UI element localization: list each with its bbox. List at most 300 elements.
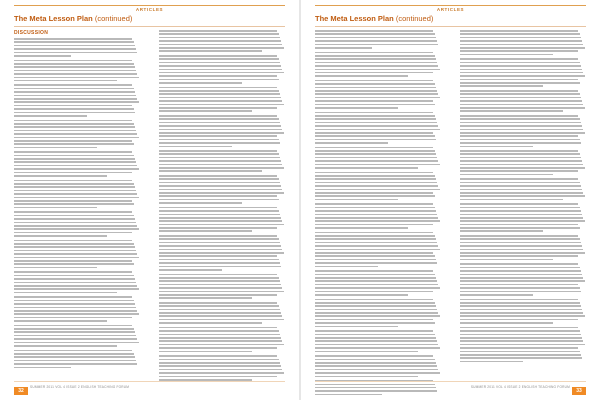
text-line: [460, 252, 585, 254]
text-line: [315, 129, 440, 131]
text-line: [315, 252, 433, 254]
text-line: [460, 33, 580, 35]
text-paragraph: [159, 55, 285, 84]
text-line: [460, 347, 578, 349]
text-line: [460, 284, 578, 286]
text-line: [159, 87, 277, 89]
text-line: [460, 287, 580, 289]
text-line: [159, 337, 281, 339]
text-line: [460, 337, 582, 339]
text-line: [159, 199, 279, 201]
text-line: [159, 259, 279, 261]
text-paragraph: [315, 52, 441, 77]
text-line: [315, 305, 436, 307]
text-line: [159, 238, 279, 240]
text-line: [14, 300, 134, 302]
text-line: [315, 334, 435, 336]
text-line: [14, 303, 135, 305]
text-paragraph: [14, 60, 140, 82]
left-footer-text: SUMMER 2011 VOL 4 ISSUE 2 ENGLISH TEACHING FORUM: [30, 385, 130, 389]
text-line: [159, 150, 277, 152]
text-line: [14, 307, 136, 309]
text-line: [159, 33, 279, 35]
text-line: [460, 274, 582, 276]
text-line: [14, 52, 137, 54]
text-line: [315, 104, 435, 106]
text-line: [14, 70, 136, 72]
text-line: [315, 347, 440, 349]
text-line: [460, 185, 581, 187]
text-line: [315, 65, 438, 67]
text-line: [14, 84, 132, 86]
text-line: [315, 287, 440, 289]
text-line: [159, 274, 277, 276]
text-line: [460, 361, 523, 363]
text-line: [315, 97, 440, 99]
text-line: [14, 190, 136, 192]
text-line: [460, 167, 585, 169]
text-line: [460, 230, 543, 232]
text-line: [315, 291, 433, 293]
text-line: [315, 189, 440, 191]
text-line: [159, 277, 279, 279]
left-page-number: 32: [14, 387, 28, 395]
text-paragraph: [460, 150, 586, 175]
text-paragraph: [159, 150, 285, 172]
left-title-rule: [14, 26, 285, 27]
text-line: [159, 217, 281, 219]
text-line: [315, 115, 435, 117]
text-line: [460, 224, 578, 226]
text-line: [460, 62, 580, 64]
text-line: [315, 203, 433, 205]
text-line: [460, 270, 581, 272]
text-line: [460, 115, 578, 117]
text-line: [460, 312, 583, 314]
text-line: [159, 242, 280, 244]
right-section-label: ARTICLES: [436, 7, 465, 12]
text-line: [14, 165, 137, 167]
text-line: [460, 40, 582, 42]
text-line: [315, 55, 435, 57]
text-line: [460, 75, 585, 77]
text-line: [315, 224, 433, 226]
text-line: [159, 327, 277, 329]
text-line: [159, 115, 277, 117]
left-column-1: [14, 30, 140, 371]
text-line: [159, 146, 232, 148]
text-line: [159, 55, 277, 57]
text-line: [159, 122, 280, 124]
text-line: [14, 228, 139, 230]
text-line: [315, 150, 435, 152]
text-line: [159, 269, 222, 271]
text-line: [159, 235, 277, 237]
text-paragraph: [460, 30, 586, 55]
text-line: [14, 288, 139, 290]
text-paragraph: [14, 120, 140, 149]
text-line: [159, 90, 279, 92]
text-line: [315, 160, 438, 162]
text-line: [315, 384, 435, 386]
text-line: [159, 319, 284, 321]
text-line: [315, 284, 438, 286]
text-line: [460, 245, 582, 247]
text-line: [460, 189, 582, 191]
text-line: [14, 183, 134, 185]
text-line: [315, 369, 438, 371]
text-line: [14, 55, 71, 57]
text-line: [460, 227, 580, 229]
text-line: [159, 142, 280, 144]
text-line: [460, 277, 583, 279]
text-line: [315, 157, 437, 159]
text-line: [14, 243, 134, 245]
text-line: [159, 252, 284, 254]
text-line: [14, 360, 136, 362]
text-line: [460, 263, 578, 265]
text-line: [14, 143, 134, 145]
text-line: [159, 62, 280, 64]
text-line: [460, 50, 578, 52]
text-paragraph: [460, 235, 586, 260]
text-line: [14, 267, 97, 269]
text-line: [315, 142, 388, 144]
text-line: [159, 157, 280, 159]
text-line: [460, 210, 581, 212]
text-line: [315, 93, 438, 95]
text-line: [14, 168, 139, 170]
text-line: [159, 347, 277, 349]
text-line: [14, 257, 139, 259]
text-line: [315, 164, 440, 166]
text-line: [159, 330, 279, 332]
text-line: [315, 277, 436, 279]
text-line: [315, 394, 382, 396]
text-line: [315, 52, 433, 54]
text-paragraph: [159, 207, 285, 232]
text-line: [460, 85, 543, 87]
text-line: [159, 262, 280, 264]
text-line: [159, 334, 280, 336]
text-line: [159, 104, 284, 106]
text-line: [159, 40, 281, 42]
text-line: [159, 75, 277, 77]
text-line: [14, 45, 135, 47]
text-paragraph: [159, 355, 285, 380]
text-line: [159, 245, 281, 247]
left-section-label: ARTICLES: [135, 7, 164, 12]
text-line: [14, 123, 134, 125]
text-line: [460, 207, 580, 209]
text-line: [315, 75, 408, 77]
text-line: [14, 60, 132, 62]
text-line: [315, 72, 433, 74]
text-line: [315, 107, 398, 109]
text-line: [14, 203, 134, 205]
text-line: [315, 274, 435, 276]
text-line: [14, 260, 132, 262]
text-line: [14, 240, 132, 242]
text-line: [315, 376, 418, 378]
text-paragraph: [460, 203, 586, 232]
text-line: [460, 174, 553, 176]
text-line: [14, 317, 132, 319]
text-line: [159, 202, 242, 204]
text-paragraph: [159, 327, 285, 352]
text-line: [315, 319, 433, 321]
text-line: [14, 345, 117, 347]
text-line: [159, 44, 282, 46]
left-title-continued: (continued): [94, 14, 133, 23]
text-line: [14, 335, 136, 337]
text-line: [460, 322, 553, 324]
text-line: [159, 365, 281, 367]
text-line: [315, 312, 438, 314]
text-line: [159, 305, 279, 307]
text-line: [460, 104, 583, 106]
discussion-heading: DISCUSSION: [14, 30, 49, 36]
text-paragraph: [14, 325, 140, 347]
text-paragraph: [159, 302, 285, 324]
text-line: [159, 359, 279, 361]
text-line: [315, 340, 437, 342]
text-line: [460, 267, 580, 269]
text-line: [460, 344, 585, 346]
text-line: [14, 250, 136, 252]
text-line: [14, 292, 117, 294]
text-line: [315, 175, 435, 177]
text-line: [315, 315, 440, 317]
text-line: [315, 326, 398, 328]
text-line: [159, 315, 282, 317]
text-line: [460, 192, 583, 194]
text-line: [315, 172, 433, 174]
text-line: [14, 207, 97, 209]
text-line: [315, 344, 438, 346]
text-paragraph: [14, 271, 140, 293]
text-line: [460, 100, 582, 102]
text-line: [460, 79, 578, 81]
text-line: [315, 359, 435, 361]
text-paragraph: [14, 240, 140, 269]
left-page: [0, 0, 299, 400]
text-line: [14, 48, 136, 50]
text-line: [14, 235, 107, 237]
text-line: [14, 91, 135, 93]
text-line: [460, 44, 583, 46]
text-line: [159, 178, 279, 180]
text-line: [14, 172, 132, 174]
text-line: [159, 129, 282, 131]
text-line: [315, 118, 436, 120]
text-line: [315, 214, 437, 216]
text-line: [159, 170, 262, 172]
text-paragraph: [460, 327, 586, 363]
text-line: [159, 182, 280, 184]
text-paragraph: [460, 90, 586, 112]
text-line: [315, 185, 438, 187]
right-page-number: 33: [572, 387, 586, 395]
text-line: [14, 80, 117, 82]
text-line: [460, 54, 553, 56]
text-line: [14, 246, 135, 248]
text-line: [14, 350, 132, 352]
text-line: [159, 47, 284, 49]
text-line: [159, 376, 277, 378]
text-line: [460, 334, 581, 336]
text-line: [14, 126, 135, 128]
text-line: [315, 322, 435, 324]
text-line: [460, 82, 580, 84]
text-line: [315, 232, 433, 234]
text-line: [315, 262, 437, 264]
text-line: [159, 65, 281, 67]
text-paragraph: [315, 203, 441, 228]
text-line: [14, 367, 71, 369]
text-line: [14, 120, 132, 122]
text-paragraph: [315, 112, 441, 144]
text-line: [159, 185, 281, 187]
text-paragraph: [460, 263, 586, 295]
right-title-main: The Meta Lesson Plan: [315, 14, 394, 23]
text-line: [315, 362, 436, 364]
text-paragraph: [14, 296, 140, 321]
text-line: [315, 220, 440, 222]
text-line: [315, 122, 437, 124]
text-line: [159, 125, 281, 127]
text-paragraph: [460, 299, 586, 324]
text-line: [460, 132, 585, 134]
text-line: [159, 93, 280, 95]
text-line: [159, 30, 277, 32]
text-line: [14, 338, 137, 340]
text-line: [315, 80, 433, 82]
text-paragraph: [14, 211, 140, 236]
text-line: [460, 357, 582, 359]
text-line: [14, 77, 139, 79]
text-line: [460, 299, 578, 301]
text-line: [14, 331, 135, 333]
text-line: [14, 356, 135, 358]
text-line: [315, 299, 433, 301]
text-line: [14, 328, 134, 330]
text-line: [14, 161, 136, 163]
right-column-1: [315, 30, 441, 398]
text-line: [460, 305, 581, 307]
text-line: [159, 351, 252, 353]
text-line: [460, 214, 582, 216]
text-line: [315, 37, 436, 39]
text-line: [315, 270, 433, 272]
text-line: [460, 146, 533, 148]
text-line: [159, 139, 279, 141]
text-line: [315, 30, 433, 32]
text-line: [315, 280, 437, 282]
text-line: [315, 266, 378, 268]
text-line: [14, 38, 132, 40]
text-paragraph: [315, 172, 441, 201]
text-paragraph: [315, 147, 441, 169]
right-footer-text: SUMMER 2011 VOL 4 ISSUE 2 ENGLISH TEACHING FORUM: [470, 385, 570, 389]
right-footer-rule: [315, 381, 586, 382]
text-line: [460, 157, 581, 159]
text-line: [159, 107, 277, 109]
text-line: [315, 87, 436, 89]
text-line: [460, 129, 583, 131]
text-line: [460, 327, 578, 329]
text-line: [159, 266, 281, 268]
text-line: [460, 118, 580, 120]
text-line: [159, 195, 277, 197]
text-line: [14, 271, 132, 273]
text-line: [159, 118, 279, 120]
text-line: [315, 132, 433, 134]
text-line: [460, 255, 578, 257]
right-column-2: [460, 30, 586, 365]
text-line: [460, 203, 578, 205]
text-line: [460, 242, 581, 244]
text-line: [14, 353, 134, 355]
text-line: [460, 47, 585, 49]
text-line: [159, 322, 262, 324]
text-line: [14, 263, 134, 265]
text-line: [315, 249, 440, 251]
text-line: [159, 362, 280, 364]
text-line: [315, 294, 408, 296]
text-paragraph: [315, 299, 441, 328]
text-line: [159, 284, 281, 286]
text-paragraph: [315, 380, 441, 395]
text-line: [14, 215, 134, 217]
text-line: [315, 192, 433, 194]
text-line: [159, 312, 281, 314]
text-line: [315, 302, 435, 304]
left-column-2: [159, 30, 285, 384]
text-line: [460, 259, 553, 261]
text-line: [315, 147, 433, 149]
text-line: [159, 220, 282, 222]
text-paragraph: [315, 80, 441, 109]
text-line: [315, 47, 372, 49]
text-line: [460, 315, 585, 317]
text-line: [460, 125, 582, 127]
text-line: [14, 175, 107, 177]
text-line: [460, 30, 578, 32]
text-line: [14, 101, 139, 103]
text-line: [460, 309, 582, 311]
text-line: [14, 115, 87, 117]
text-line: [460, 72, 583, 74]
text-line: [159, 344, 284, 346]
text-line: [159, 160, 281, 162]
text-paragraph: [315, 232, 441, 268]
text-line: [159, 294, 277, 296]
text-line: [315, 199, 398, 201]
text-line: [315, 62, 437, 64]
text-line: [460, 195, 585, 197]
text-line: [315, 182, 437, 184]
text-line: [315, 195, 435, 197]
text-paragraph: [315, 330, 441, 352]
text-line: [315, 100, 433, 102]
text-paragraph: [460, 178, 586, 200]
text-line: [14, 325, 132, 327]
text-line: [460, 220, 585, 222]
text-line: [159, 37, 280, 39]
text-line: [159, 255, 277, 257]
text-line: [460, 90, 578, 92]
